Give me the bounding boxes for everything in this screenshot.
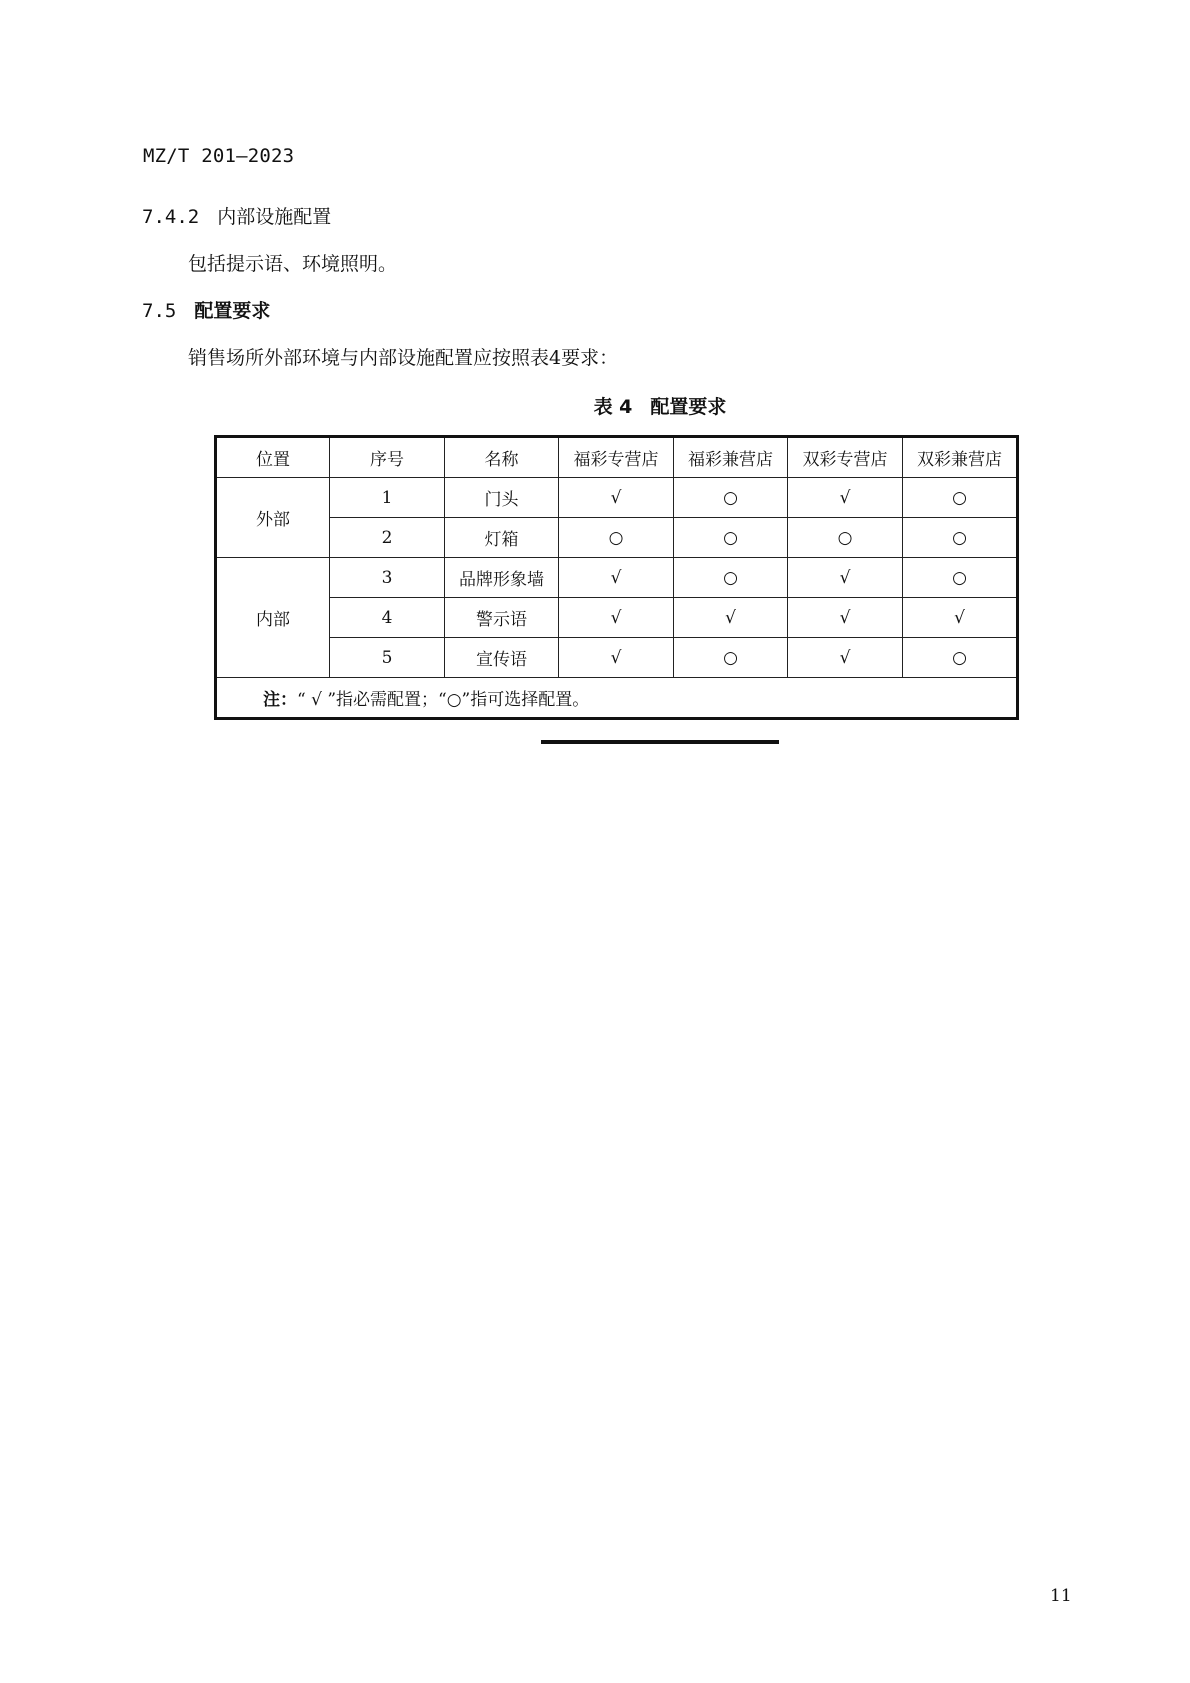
header-cell: 序号 [330,437,445,478]
header-cell: 双彩专营店 [788,437,903,478]
section-7-4-2-heading [142,202,331,229]
position-cell: 外部 [216,478,330,558]
table-row [216,518,1018,558]
section-7-4-2-title: 内部设施配置 [217,206,332,228]
section-7-4-2-number: 7.4.2 [142,206,200,228]
config-value-cell: √ [903,598,1018,638]
standard-code: MZ/T 201—2023 [143,145,295,167]
header-cell: 福彩专营店 [559,437,674,478]
serial-cell: 5 [330,638,445,678]
table-row [216,598,1018,638]
header-cell: 位置 [216,437,330,478]
config-value-cell: √ [788,478,903,518]
section-7-5-title: 配置要求 [194,300,271,322]
serial-cell: 4 [330,598,445,638]
config-value-cell: ○ [903,518,1018,558]
config-value-cell: ○ [903,558,1018,598]
table-note-text: “ √ ”指必需配置；“○”指可选择配置。 [297,690,590,710]
config-value-cell: √ [788,558,903,598]
config-value-cell: ○ [674,558,788,598]
name-cell: 门头 [445,478,559,518]
table-caption [0,392,1190,419]
end-of-document-rule [541,740,779,744]
config-value-cell: √ [788,638,903,678]
section-7-5-heading [142,296,270,323]
config-value-cell: ○ [674,518,788,558]
table-caption-number: 表 4 [593,396,633,418]
config-value-cell: ○ [674,478,788,518]
header-cell: 名称 [445,437,559,478]
config-value-cell: √ [559,638,674,678]
config-value-cell: √ [559,558,674,598]
serial-cell: 3 [330,558,445,598]
serial-cell: 1 [330,478,445,518]
table-row [216,638,1018,678]
table-note-lead: 注： [263,690,297,710]
config-value-cell: ○ [903,478,1018,518]
table-caption-title: 配置要求 [650,396,727,418]
config-value-cell: √ [788,598,903,638]
config-value-cell: ○ [788,518,903,558]
config-value-cell: ○ [674,638,788,678]
section-7-4-2-paragraph: 包括提示语、环境照明。 [188,253,398,275]
table-row [216,478,1018,518]
name-cell: 宣传语 [445,638,559,678]
table-note [216,678,1018,719]
section-7-5-paragraph: 销售场所外部环境与内部设施配置应按照表4要求： [188,347,619,369]
section-7-5-number: 7.5 [142,300,177,322]
page-number: 11 [1050,1586,1072,1606]
table-header-row [216,437,1018,478]
name-cell: 品牌形象墙 [445,558,559,598]
table-row [216,558,1018,598]
position-cell: 内部 [216,558,330,678]
header-cell: 双彩兼营店 [903,437,1018,478]
config-value-cell: ○ [559,518,674,558]
serial-cell: 2 [330,518,445,558]
config-value-cell: √ [559,478,674,518]
config-value-cell: √ [559,598,674,638]
header-cell: 福彩兼营店 [674,437,788,478]
config-value-cell: ○ [903,638,1018,678]
table-note-row [216,678,1018,719]
name-cell: 警示语 [445,598,559,638]
config-value-cell: √ [674,598,788,638]
config-table [214,435,1019,720]
name-cell: 灯箱 [445,518,559,558]
